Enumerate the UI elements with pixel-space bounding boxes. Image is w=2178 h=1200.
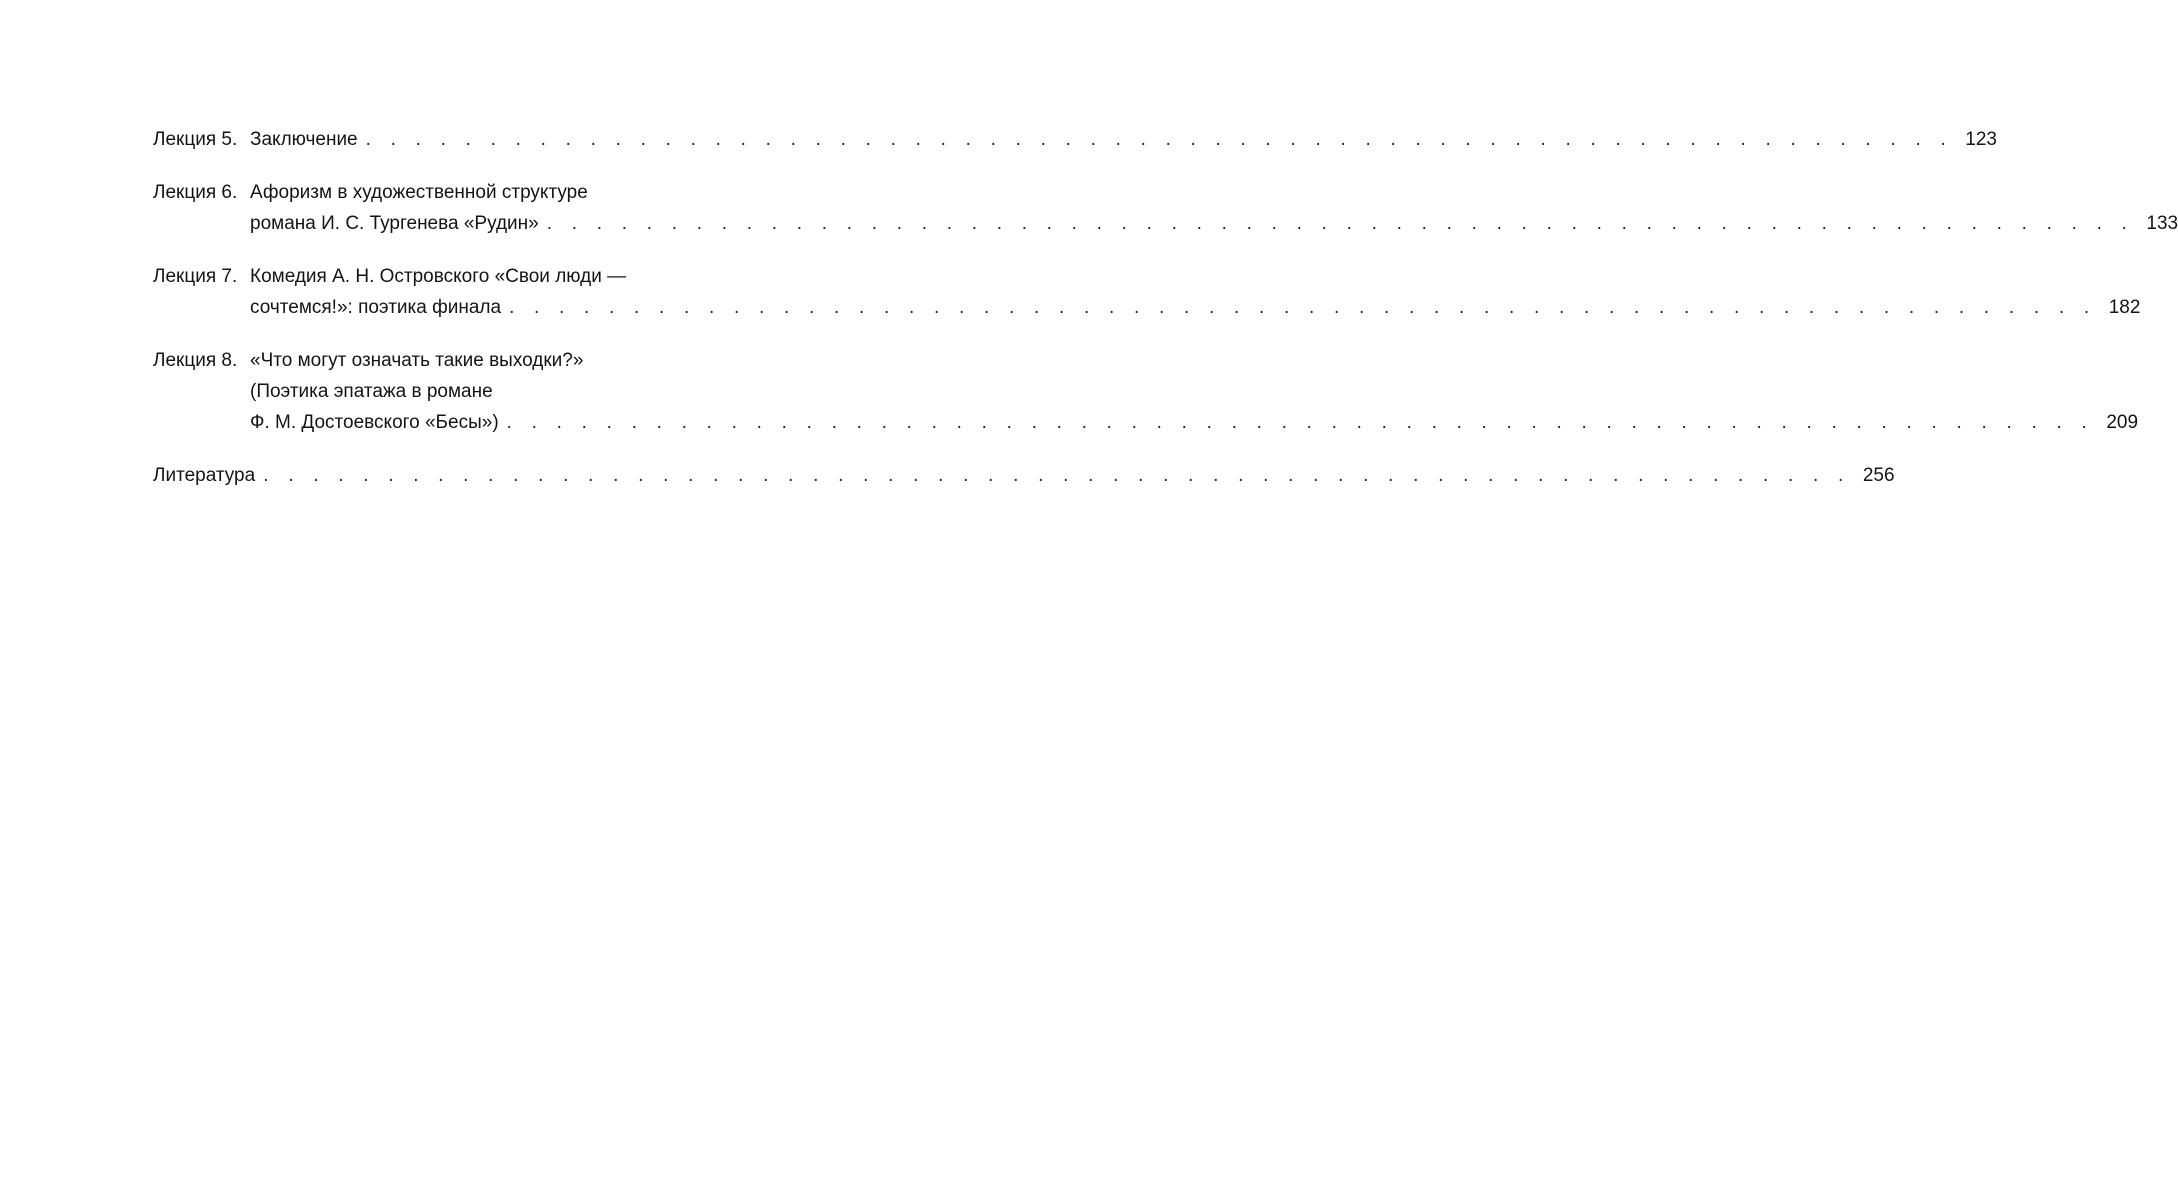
toc-page-number: 133 [2146,213,2178,234]
toc-entry-lecture-8[interactable] [153,345,2139,438]
toc-entry-lecture-7[interactable] [153,261,2141,323]
toc-page-number: 256 [1862,465,1895,486]
toc-entry-literature[interactable] [153,460,1895,491]
table-of-contents [153,124,2178,513]
toc-page-number: 123 [1965,129,1997,150]
toc-entry-number: Лекция 6. [153,182,238,203]
toc-entry-lecture-6[interactable] [153,177,2178,239]
toc-entry-title: Заключение [250,129,358,150]
toc-entry-title-continued: (Поэтика эпатажа в романе [250,381,493,402]
dot-leader: . . . . . . . . . . . . . . . . . . . . . . . . . . . . . . . . . . . . . . . . . . . . . . . . . . . . . . . . . . . . . . . . [509,297,2097,318]
toc-entry-number: Лекция 5. [153,129,238,150]
toc-entry-number: Лекция 7. [153,266,238,287]
toc-page-number: 182 [2108,297,2141,318]
toc-entry-title-continued: романа И. С. Тургенева «Рудин» [250,213,539,234]
dot-leader: . . . . . . . . . . . . . . . . . . . . . . . . . . . . . . . . . . . . . . . . . . . . . . . . . . . . . . . . . . . . . . . . [506,412,2095,433]
toc-entry-title: Комедия А. Н. Островского «Свои люди — [250,266,627,287]
toc-entry-number: Лекция 8. [153,350,238,371]
toc-entry-lecture-5[interactable] [153,124,1997,155]
toc-entry-title: Афоризм в художественной структуре [250,182,588,203]
toc-entry-title: «Что могут означать такие выходки?» [250,350,584,371]
dot-leader: . . . . . . . . . . . . . . . . . . . . . . . . . . . . . . . . . . . . . . . . . . . . . . . . . . . . . . . . . . . . . . . . [365,129,1953,150]
toc-page-number: 209 [2106,412,2139,433]
dot-leader: . . . . . . . . . . . . . . . . . . . . . . . . . . . . . . . . . . . . . . . . . . . . . . . . . . . . . . . . . . . . . . . . [546,213,2135,234]
toc-entry-title: Литература [153,465,256,486]
toc-entry-title-continued: сочтемся!»: поэтика финала [250,297,502,318]
dot-leader: . . . . . . . . . . . . . . . . . . . . . . . . . . . . . . . . . . . . . . . . . . . . . . . . . . . . . . . . . . . . . . . . [263,465,1851,486]
toc-entry-title-continued: Ф. М. Достоевского «Бесы») [250,412,499,433]
